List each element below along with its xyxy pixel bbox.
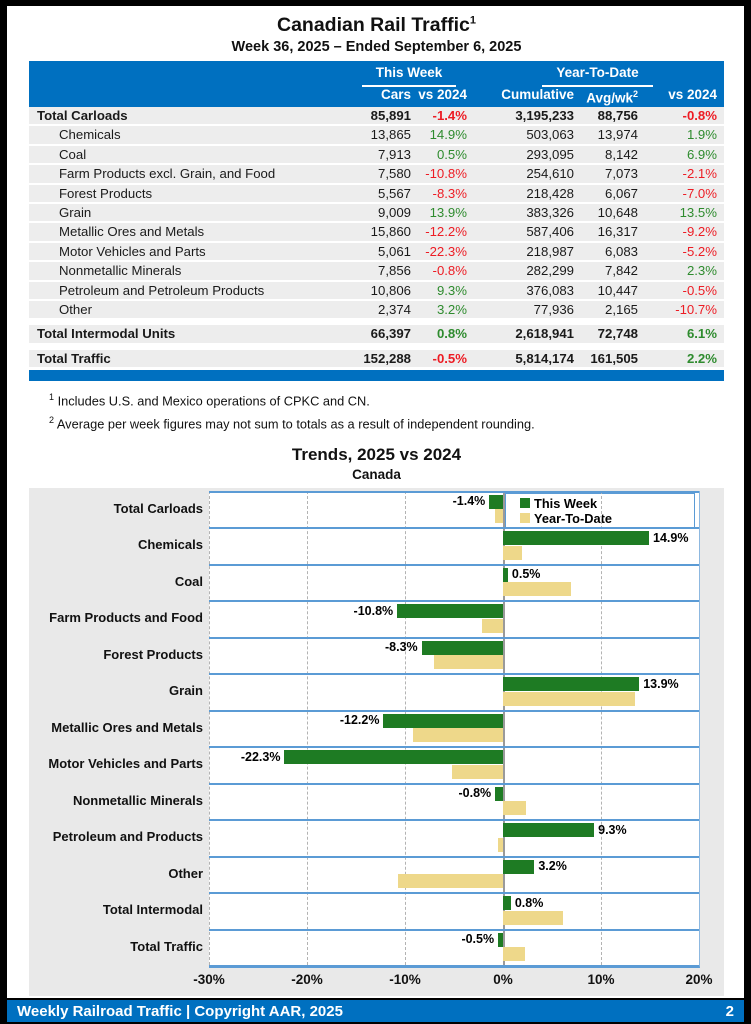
- chart-plot-area: [209, 491, 700, 969]
- cell-cumulative: 254,610: [526, 166, 574, 182]
- cell-label: Petroleum and Petroleum Products: [59, 282, 265, 298]
- bar-year-to-date: [434, 655, 503, 669]
- cell-avg-wk: 7,842: [604, 263, 638, 279]
- cell-week-vs: -0.8%: [432, 263, 467, 279]
- cell-label: Motor Vehicles and Parts: [59, 243, 206, 259]
- chart-category-label: Chemicals: [137, 537, 203, 553]
- cell-label: Metallic Ores and Metals: [59, 224, 205, 240]
- cell-ytd-vs: -10.7%: [675, 301, 717, 317]
- header-spacer: [29, 84, 347, 109]
- footnote-2-text: Average per week figures may not sum to totals as a result of independent rounding.: [56, 416, 535, 432]
- cell-cumulative: 3,195,233: [515, 108, 574, 123]
- bar-value-label: 0.8%: [514, 895, 544, 910]
- legend-label-this-week: This Week: [534, 495, 598, 511]
- column-header-avg-wk-superscript: 2: [632, 89, 638, 99]
- table-row: [29, 325, 724, 344]
- column-header-avg-wk: [576, 84, 646, 109]
- cell-week-vs: -22.3%: [425, 243, 467, 259]
- bar-value-label: -8.3%: [385, 640, 418, 655]
- cell-week-vs: 0.5%: [436, 146, 467, 162]
- chart-category-label: Motor Vehicles and Parts: [48, 756, 203, 772]
- bar-year-to-date: [413, 728, 503, 742]
- x-axis-tick-label: 0%: [493, 971, 513, 987]
- cell-ytd-vs: 13.5%: [679, 204, 717, 220]
- bar-year-to-date: [452, 765, 503, 779]
- group-header-year-to-date-text: Year-To-Date: [542, 61, 652, 87]
- table-row: [29, 165, 724, 184]
- cell-ytd-vs: -0.8%: [682, 108, 717, 123]
- footnote-2-superscript: 2: [49, 415, 55, 426]
- cell-cars: 13,865: [370, 127, 411, 143]
- footnotes: [49, 389, 724, 433]
- cell-ytd-vs: -5.2%: [682, 243, 717, 259]
- table-group-header-row: [29, 61, 724, 84]
- bar-this-week: [503, 568, 508, 582]
- cell-avg-wk: 10,648: [597, 204, 638, 220]
- cell-cumulative: 293,095: [526, 146, 574, 162]
- cell-cumulative: 77,936: [533, 301, 574, 317]
- footer-page-number: 2: [725, 1002, 734, 1020]
- bar-year-to-date: [398, 874, 503, 888]
- cell-avg-wk: 13,974: [597, 127, 638, 143]
- cell-avg-wk: 8,142: [604, 146, 638, 162]
- bar-value-label: -0.5%: [461, 932, 495, 947]
- cell-cumulative: 218,987: [526, 243, 574, 259]
- x-axis-tick-label: -10%: [389, 971, 421, 987]
- cell-week-vs: -12.2%: [425, 224, 467, 240]
- bar-value-label: -12.2%: [339, 713, 380, 728]
- cell-avg-wk: 88,756: [597, 108, 638, 123]
- cell-cars: 15,860: [370, 224, 411, 240]
- page-title-superscript: 1: [469, 14, 476, 27]
- x-axis-tick-label: 10%: [587, 971, 615, 987]
- traffic-table: [29, 61, 724, 369]
- table-row: [29, 107, 724, 126]
- bar-value-label: -0.8%: [458, 786, 492, 801]
- group-header-this-week-text: This Week: [362, 61, 457, 87]
- bar-value-label: 9.3%: [598, 822, 627, 837]
- bar-this-week: [422, 641, 503, 655]
- bar-this-week: [284, 750, 503, 764]
- bar-value-label: 3.2%: [538, 859, 567, 874]
- table-row: [29, 126, 724, 145]
- cell-label: Total Carloads: [37, 108, 128, 123]
- cell-ytd-vs: -7.0%: [682, 185, 717, 201]
- legend-label-year-to-date: Year-To-Date: [534, 510, 612, 526]
- cell-cumulative: 5,814,174: [515, 350, 574, 366]
- cell-cars: 7,913: [377, 146, 411, 162]
- bar-value-label: 13.9%: [643, 676, 679, 691]
- cell-label: Forest Products: [59, 185, 153, 201]
- page-subtitle: Week 36, 2025 – Ended September 6, 2025: [231, 39, 522, 55]
- table-bottom-divider: [29, 370, 724, 381]
- table-row: [29, 262, 724, 281]
- bar-year-to-date: [503, 947, 525, 961]
- table-row: [29, 301, 724, 320]
- x-axis-tick-label: 20%: [685, 971, 713, 987]
- chart-category-label: Coal: [174, 573, 203, 589]
- bar-year-to-date: [503, 546, 522, 560]
- footnote-1-superscript: 1: [49, 392, 55, 403]
- bar-this-week: [503, 823, 594, 837]
- cell-cars: 66,397: [370, 326, 411, 342]
- cell-avg-wk: 161,505: [590, 350, 638, 366]
- cell-cars: 2,374: [377, 301, 411, 317]
- footnote-1-text: Includes U.S. and Mexico operations of CPKC and CN.: [57, 393, 370, 409]
- column-header-ytd-vs-2024: vs 2024: [668, 87, 717, 102]
- chart-category-label: Forest Products: [103, 646, 203, 662]
- bar-this-week: [503, 677, 639, 691]
- cell-label: Total Traffic: [37, 350, 111, 366]
- cell-label: Chemicals: [59, 127, 121, 143]
- chart-category-label: Nonmetallic Minerals: [72, 792, 203, 808]
- chart-row-band: [209, 929, 699, 966]
- chart-category-label: Other: [168, 865, 203, 881]
- bar-year-to-date: [503, 692, 635, 706]
- page-footer: [7, 998, 744, 1022]
- cell-ytd-vs: 6.9%: [686, 146, 717, 162]
- bar-this-week: [503, 860, 534, 874]
- cell-cars: 10,806: [370, 282, 411, 298]
- page-title: [29, 14, 724, 37]
- table-row: [29, 185, 724, 204]
- cell-cumulative: 2,618,941: [515, 326, 574, 342]
- cell-ytd-vs: 6.1%: [686, 326, 717, 342]
- table-row: [29, 243, 724, 262]
- cell-ytd-vs: -9.2%: [682, 224, 717, 240]
- chart-category-label: Grain: [169, 683, 203, 699]
- table-body: [29, 107, 724, 369]
- cell-cars: 85,891: [370, 108, 411, 123]
- cell-avg-wk: 7,073: [604, 166, 638, 182]
- cell-avg-wk: 2,165: [604, 301, 638, 317]
- cell-cumulative: 282,299: [526, 263, 574, 279]
- table-column-header-row: [29, 84, 724, 107]
- bar-this-week: [503, 531, 649, 545]
- cell-week-vs: 13.9%: [429, 204, 467, 220]
- table-header: [29, 61, 724, 107]
- chart-row-band: [209, 564, 699, 601]
- cell-ytd-vs: -0.5%: [682, 282, 717, 298]
- cell-label: Grain: [59, 204, 92, 220]
- cell-cumulative: 587,406: [526, 224, 574, 240]
- chart-row-band: [209, 783, 699, 820]
- cell-ytd-vs: 1.9%: [686, 127, 717, 143]
- bar-year-to-date: [503, 801, 526, 815]
- bar-value-label: -1.4%: [452, 494, 486, 509]
- column-header-avg-wk-text: Avg/wk: [586, 90, 633, 106]
- chart-category-label: Farm Products and Food: [49, 610, 203, 626]
- bar-year-to-date: [482, 619, 503, 633]
- bar-this-week: [495, 787, 503, 801]
- chart-subtitle: Canada: [352, 466, 401, 482]
- bar-this-week: [383, 714, 503, 728]
- chart-category-label: Total Traffic: [130, 938, 203, 954]
- cell-avg-wk: 10,447: [597, 282, 638, 298]
- cell-cars: 7,580: [377, 166, 411, 182]
- cell-avg-wk: 6,067: [604, 185, 638, 201]
- footnote-1: [49, 389, 724, 409]
- cell-label: Total Intermodal Units: [37, 326, 176, 342]
- cell-week-vs: 3.2%: [436, 301, 467, 317]
- table-row: [29, 282, 724, 301]
- cell-avg-wk: 72,748: [597, 326, 638, 342]
- trends-bar-chart: [29, 488, 724, 996]
- cell-week-vs: 9.3%: [436, 282, 467, 298]
- x-axis-tick-label: -20%: [291, 971, 323, 987]
- cell-cars: 9,009: [377, 204, 411, 220]
- cell-avg-wk: 6,083: [604, 243, 638, 259]
- cell-cars: 7,856: [377, 263, 411, 279]
- chart-row-band: [209, 892, 699, 929]
- bar-year-to-date: [503, 911, 563, 925]
- table-row: [29, 223, 724, 242]
- bar-this-week: [489, 495, 503, 509]
- column-header-week-vs-2024: vs 2024: [418, 87, 467, 102]
- cell-ytd-vs: 2.2%: [686, 350, 717, 366]
- chart-category-label: Metallic Ores and Metals: [51, 719, 203, 735]
- chart-category-label: Total Intermodal: [102, 902, 203, 918]
- cell-week-vs: -1.4%: [432, 108, 467, 123]
- cell-cumulative: 218,428: [526, 185, 574, 201]
- page-title-text: Canadian Rail Traffic: [276, 14, 470, 36]
- x-axis-tick-label: -30%: [193, 971, 225, 987]
- column-header-cars: Cars: [380, 87, 411, 102]
- footnote-2: [49, 412, 724, 432]
- chart-category-label: Petroleum and Products: [52, 829, 203, 845]
- cell-ytd-vs: -2.1%: [682, 166, 717, 182]
- table-row: [29, 204, 724, 223]
- footer-text: Weekly Railroad Traffic | Copyright AAR, 2025: [17, 1002, 343, 1020]
- cell-cumulative: 383,326: [526, 204, 574, 220]
- cell-label: Farm Products excl. Grain, and Food: [59, 166, 276, 182]
- cell-week-vs: 0.8%: [436, 326, 467, 342]
- column-header-cumulative: Cumulative: [501, 87, 574, 102]
- cell-label: Coal: [59, 146, 87, 162]
- cell-cumulative: 503,063: [526, 127, 574, 143]
- bar-value-label: 14.9%: [653, 530, 689, 545]
- cell-cars: 5,567: [377, 185, 411, 201]
- cell-cars: 152,288: [363, 350, 411, 366]
- chart-category-label: Total Carloads: [113, 500, 203, 516]
- bar-this-week: [498, 933, 503, 947]
- report-page: [7, 6, 744, 1022]
- bar-value-label: -22.3%: [240, 749, 281, 764]
- cell-cumulative: 376,083: [526, 282, 574, 298]
- bar-this-week: [503, 896, 511, 910]
- cell-avg-wk: 16,317: [597, 224, 638, 240]
- cell-week-vs: -10.8%: [425, 166, 467, 182]
- table-row: [29, 146, 724, 165]
- cell-cars: 5,061: [377, 243, 411, 259]
- cell-week-vs: -8.3%: [432, 185, 467, 201]
- cell-label: Other: [59, 301, 92, 317]
- bar-year-to-date: [503, 582, 571, 596]
- cell-week-vs: -0.5%: [432, 350, 467, 366]
- chart-title: Trends, 2025 vs 2024: [291, 444, 462, 464]
- cell-label: Nonmetallic Minerals: [59, 263, 182, 279]
- bar-this-week: [397, 604, 503, 618]
- bar-year-to-date: [495, 509, 503, 523]
- bar-value-label: -10.8%: [353, 603, 394, 618]
- cell-ytd-vs: 2.3%: [686, 263, 717, 279]
- bar-year-to-date: [498, 838, 503, 852]
- bar-value-label: 0.5%: [511, 567, 541, 582]
- cell-week-vs: 14.9%: [429, 127, 467, 143]
- table-row: [29, 350, 724, 369]
